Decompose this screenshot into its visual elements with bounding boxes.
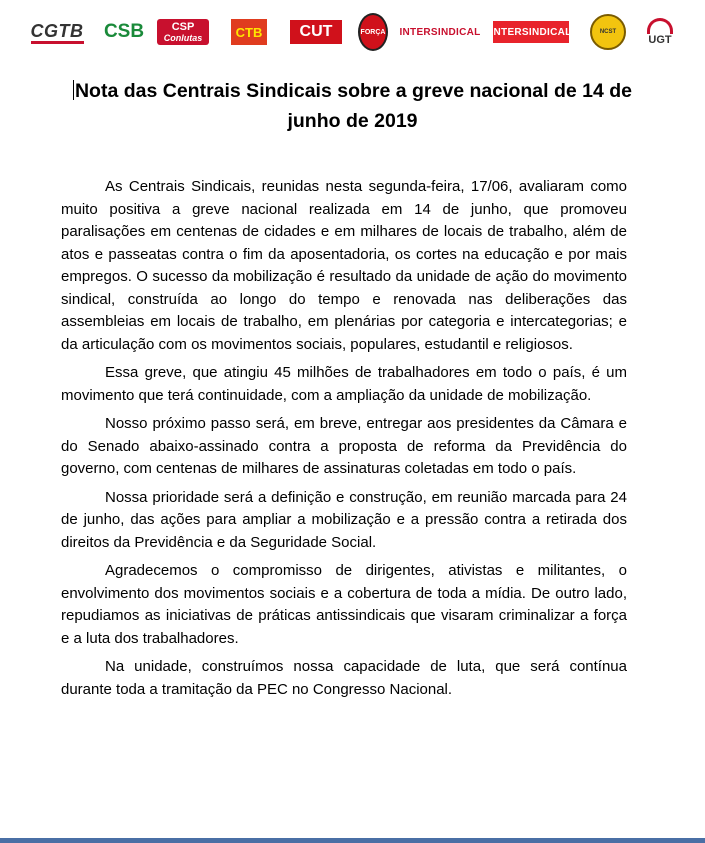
union-logos-banner: [28, 12, 683, 52]
csb-logo: CSB: [103, 21, 145, 42]
nova-central-logo: NCST: [590, 12, 626, 52]
cut-logo: CUT: [288, 12, 344, 52]
intersindical-logo: INTERSINDICAL: [399, 26, 481, 38]
cgtb-logo: CGTB: [28, 12, 86, 52]
document-body: [61, 176, 627, 707]
ugt-arc-icon: [647, 18, 673, 34]
paragraph: Essa greve, que atingiu 45 milhões de trabalhadores em todo o país, é um movimento que terá continuidade, com a ampliação da unidade de mobilização.: [61, 364, 627, 404]
intersindical-alt-logo: INTERSINDICAL: [492, 12, 570, 52]
ctb-logo: CTB: [230, 12, 268, 52]
paragraph: Na unidade, construímos nossa capacidade de luta, que será contínua durante toda a tramitação da PEC no Congresso Nacional.: [61, 658, 627, 698]
paragraph: Agradecemos o compromisso de dirigentes, ativistas e militantes, o envolvimento dos movimentos sociais e a cobertura de toda a mídia. De outro lado, repudiamos as iniciativas de práticas antissindicais que visaram criminalizar a força e a luta dos trabalhadores.: [61, 562, 627, 647]
text-cursor-icon: [73, 80, 74, 100]
forca-sindical-logo: FORÇA: [358, 12, 388, 52]
paragraph: Nosso próximo passo será, em breve, entregar aos presidentes da Câmara e do Senado abaixo-assinado contra a proposta de reforma da Previdência do governo, com centenas de milhares de assinaturas coletadas em todo o país.: [61, 415, 627, 477]
csp-conlutas-logo: CSP Conlutas: [156, 12, 210, 52]
document-title: Nota das Centrais Sindicais sobre a greve nacional de 14 de junho de 2019: [74, 80, 633, 132]
paragraph: As Centrais Sindicais, reunidas nesta segunda-feira, 17/06, avaliaram como muito positiva a greve nacional realizada em 14 de junho, que promoveu paralisações em centenas de cidades e em milhares de locais de trabalho, além de atos e passeatas contra o fim da aposentadoria, os cortes na educação e por mais empregos. O sucesso da mobilização é resultado da unidade de ação do movimento sindical, construída ao longo do tempo e renovada nas deliberações das assembleias em locais de trabalho, em plenárias por categoria e intercategorias; e da articulação com os movimentos sociais, populares, estudantil e religiosos.: [61, 178, 627, 353]
ugt-logo: UGT: [640, 12, 680, 52]
page-bottom-border: [0, 838, 705, 843]
paragraph: Nossa prioridade será a definição e construção, em reunião marcada para 24 de junho, das ações para ampliar a mobilização e a pressão contra a retirada dos direitos da Previdência e da Seguridade Social.: [61, 488, 627, 551]
